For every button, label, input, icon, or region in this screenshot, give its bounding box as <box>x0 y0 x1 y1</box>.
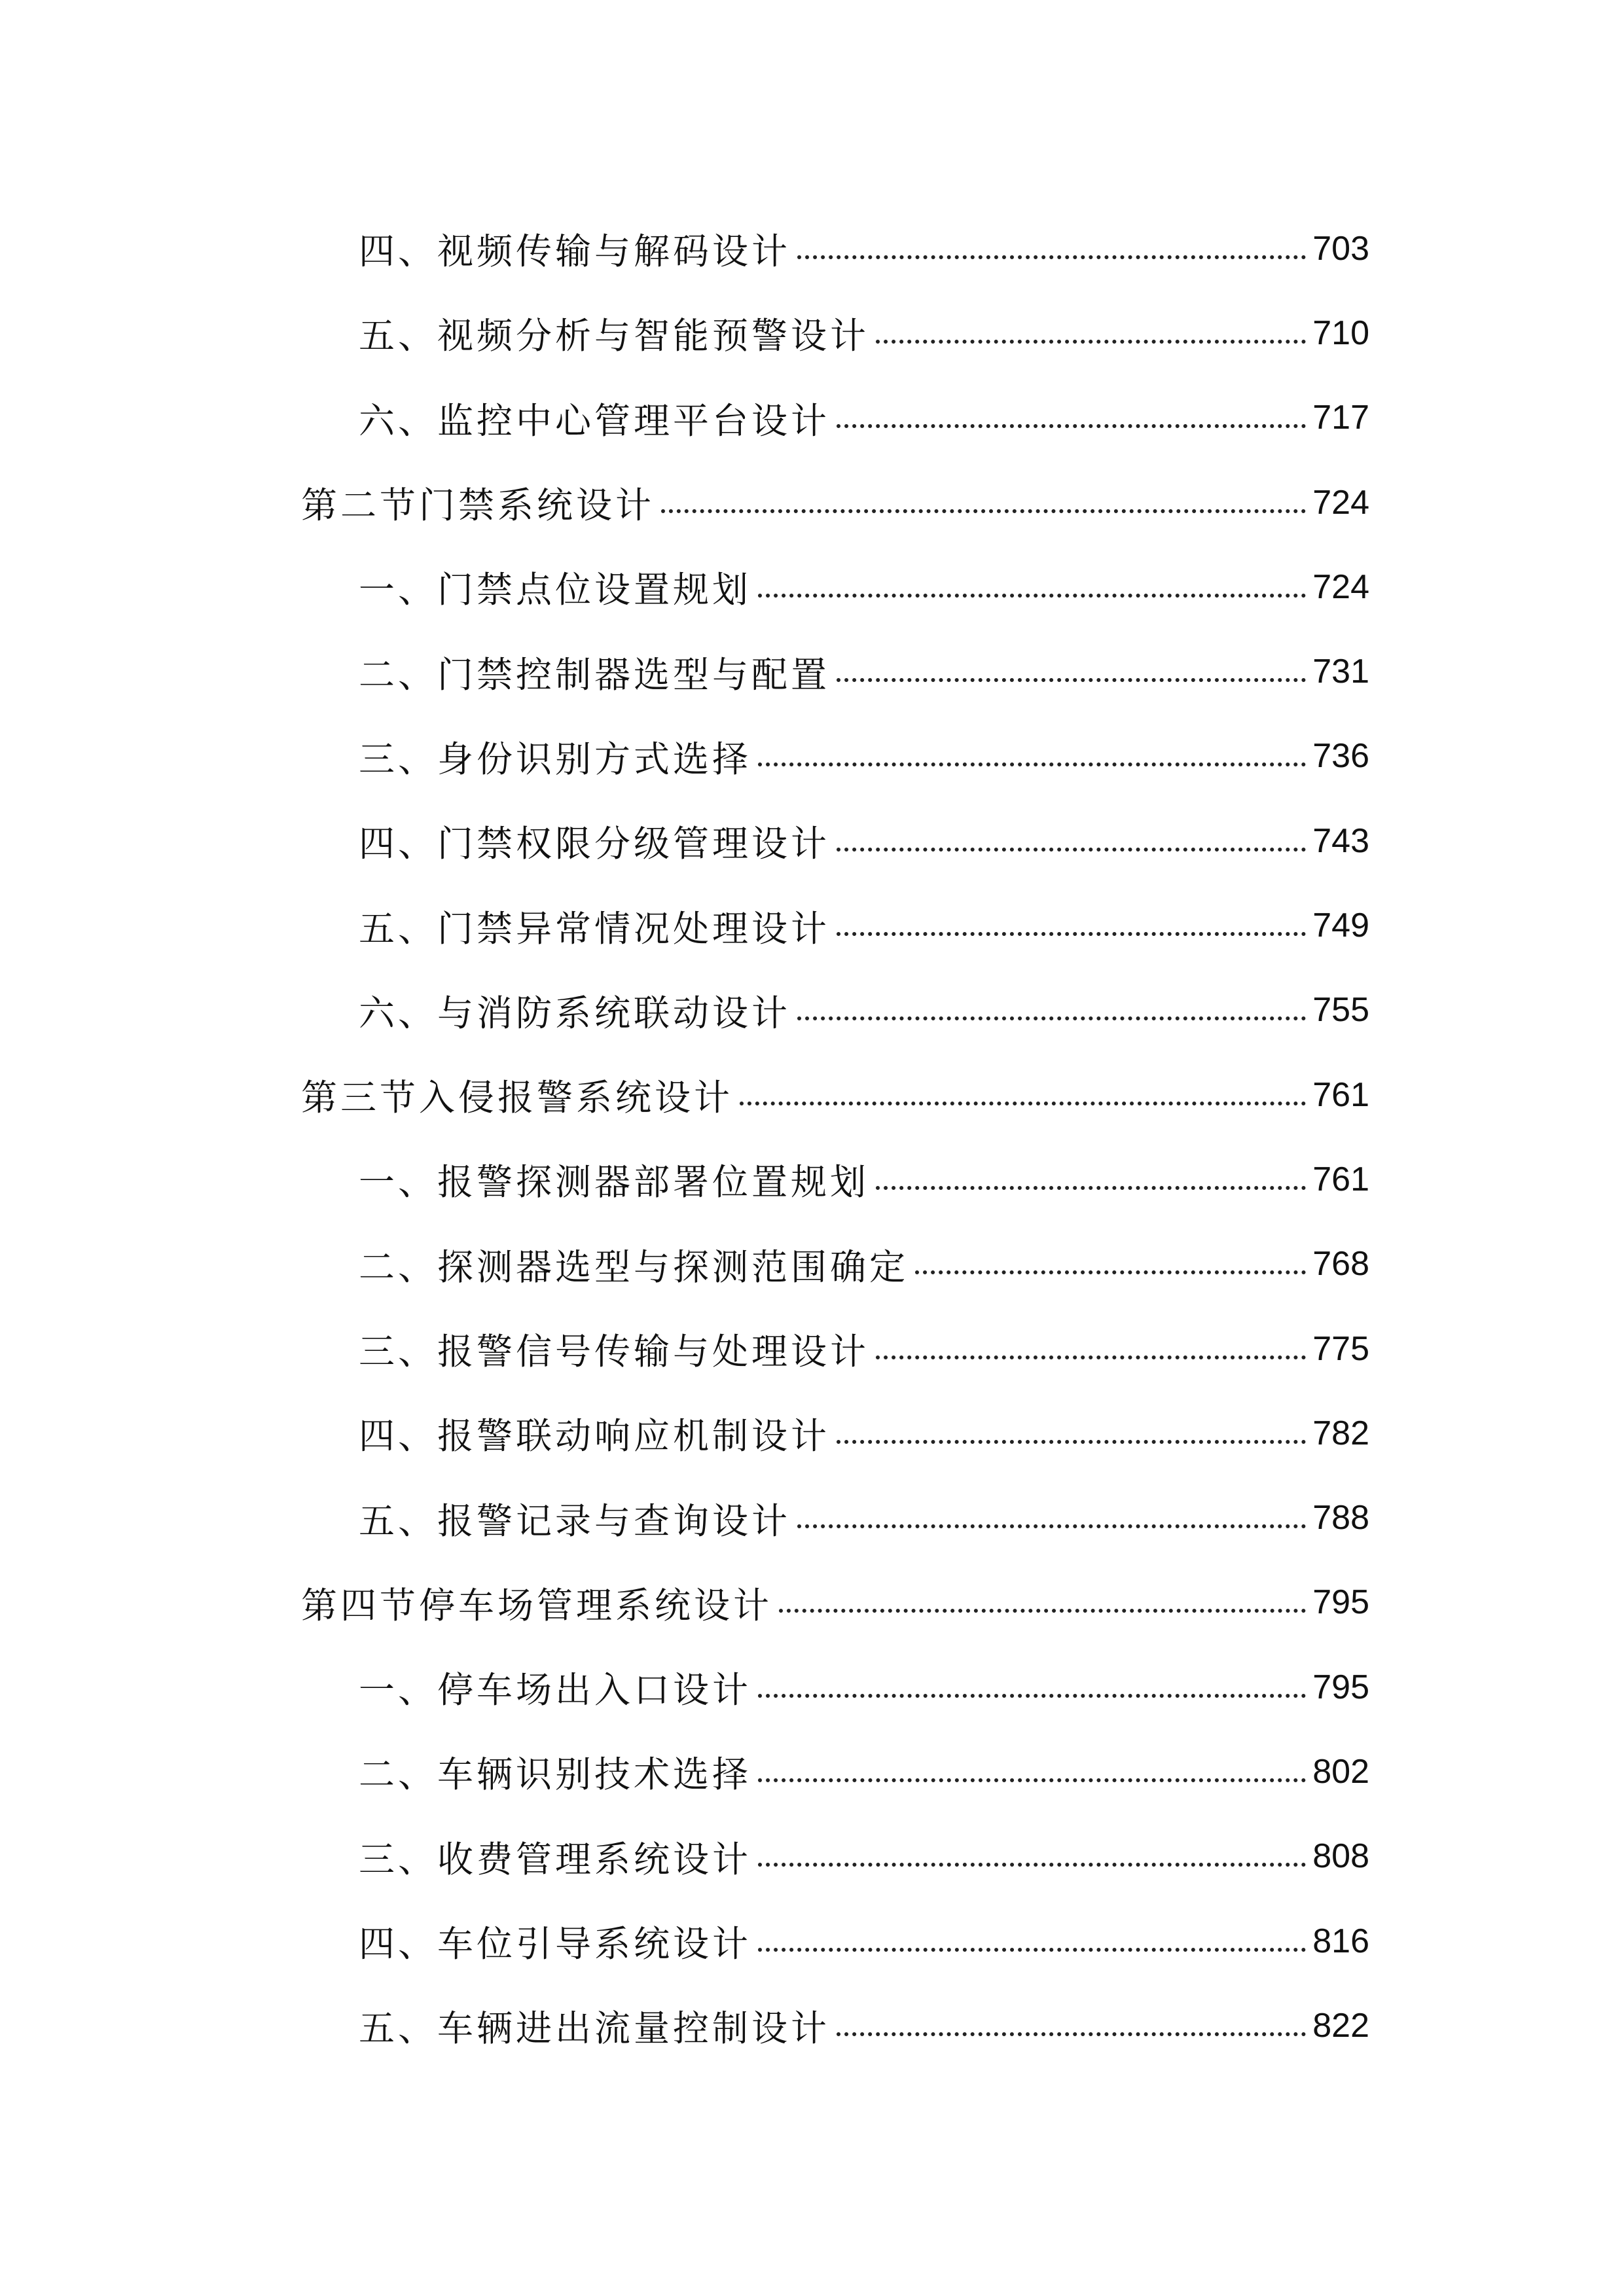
toc-dot-leader <box>837 2032 1306 2036</box>
toc-dot-leader <box>837 424 1306 428</box>
toc-dot-leader <box>758 594 1306 598</box>
toc-entry[interactable] <box>0 376 1624 460</box>
toc-page-number: 795 <box>1312 1668 1369 1706</box>
toc-entry[interactable] <box>0 968 1624 1052</box>
toc-dot-leader <box>758 1948 1306 1952</box>
toc-entry-title: 四、报警联动响应机制设计 <box>359 1415 831 1458</box>
toc-page-number: 802 <box>1312 1752 1369 1791</box>
toc-dot-leader <box>758 1863 1306 1867</box>
toc-entry[interactable] <box>0 1222 1624 1306</box>
toc-dot-leader <box>876 1355 1306 1359</box>
toc-page-number: 710 <box>1312 314 1369 352</box>
toc-entry[interactable] <box>0 1306 1624 1391</box>
toc-dot-leader <box>915 1270 1306 1274</box>
toc-dot-leader <box>797 255 1306 259</box>
toc-page-number: 768 <box>1312 1245 1369 1283</box>
toc-entry[interactable] <box>0 1814 1624 1899</box>
toc-entry-title: 四、门禁权限分级管理设计 <box>359 823 831 865</box>
toc-dot-leader <box>758 1694 1306 1698</box>
toc-dot-leader <box>837 848 1306 852</box>
toc-page-number: 724 <box>1312 567 1369 606</box>
toc-entry-title: 三、报警信号传输与处理设计 <box>359 1331 870 1372</box>
toc-page-number: 761 <box>1312 1075 1369 1114</box>
toc-page-number: 795 <box>1312 1583 1369 1622</box>
toc-page-number: 822 <box>1312 2006 1369 2045</box>
toc-entry[interactable] <box>0 1983 1624 2068</box>
toc-dot-leader <box>740 1102 1306 1105</box>
toc-entry[interactable] <box>0 1391 1624 1475</box>
toc-dot-leader <box>779 1609 1306 1613</box>
toc-entry[interactable] <box>0 798 1624 883</box>
toc-entry-title: 一、停车场出入口设计 <box>359 1669 752 1712</box>
toc-section-entry[interactable] <box>0 1560 1624 1645</box>
toc-page-number: 749 <box>1312 906 1369 945</box>
toc-entry[interactable] <box>0 1137 1624 1221</box>
toc-entry[interactable] <box>0 1645 1624 1729</box>
toc-entry-title: 六、监控中心管理平台设计 <box>359 399 831 442</box>
toc-page-number: 755 <box>1312 991 1369 1030</box>
toc-entry-title: 五、报警记录与查询设计 <box>359 1499 791 1542</box>
toc-section-title: 第三节入侵报警系统设计 <box>301 1077 734 1119</box>
toc-entry-title: 四、车位引导系统设计 <box>359 1923 752 1965</box>
toc-dot-leader <box>876 1186 1306 1190</box>
toc-section-title: 第四节停车场管理系统设计 <box>301 1584 773 1626</box>
toc-entry-title: 二、探测器选型与探测范围确定 <box>359 1246 909 1288</box>
toc-dot-leader <box>876 340 1306 344</box>
toc-page-number: 808 <box>1312 1837 1369 1876</box>
toc-entry-title: 三、收费管理系统设计 <box>359 1838 752 1880</box>
toc-dot-leader <box>837 932 1306 936</box>
toc-page-number: 736 <box>1312 737 1369 776</box>
toc-entry[interactable] <box>0 883 1624 967</box>
toc-page-number: 775 <box>1312 1329 1369 1368</box>
toc-entry[interactable] <box>0 206 1624 291</box>
toc-dot-leader <box>837 678 1306 682</box>
toc-section-entry[interactable] <box>0 460 1624 545</box>
toc-entry-title: 二、车辆识别技术选择 <box>359 1753 752 1796</box>
toc-section-entry[interactable] <box>0 1052 1624 1137</box>
toc-entry[interactable] <box>0 1899 1624 1983</box>
toc-page-number: 761 <box>1312 1160 1369 1198</box>
toc-entry-title: 六、与消防系统联动设计 <box>359 992 791 1034</box>
toc-entry[interactable] <box>0 1475 1624 1560</box>
toc-entry[interactable] <box>0 629 1624 713</box>
toc-page-number: 743 <box>1312 821 1369 860</box>
toc-entry-title: 一、报警探测器部署位置规划 <box>359 1161 870 1204</box>
toc-entry-title: 三、身份识别方式选择 <box>359 738 752 780</box>
toc-page-number: 788 <box>1312 1499 1369 1537</box>
toc-entry[interactable] <box>0 714 1624 798</box>
toc-page-number: 703 <box>1312 229 1369 268</box>
toc-page-number: 731 <box>1312 653 1369 691</box>
toc-section-title: 第二节门禁系统设计 <box>301 484 655 527</box>
toc-entry-title: 四、视频传输与解码设计 <box>359 230 791 273</box>
toc-entry-title: 一、门禁点位设置规划 <box>359 569 752 611</box>
toc-entry[interactable] <box>0 1729 1624 1814</box>
toc-dot-leader <box>797 1016 1306 1020</box>
toc-dot-leader <box>758 762 1306 766</box>
toc-page-number: 717 <box>1312 399 1369 437</box>
toc-entry-title: 五、视频分析与智能预警设计 <box>359 315 870 357</box>
toc-dot-leader <box>797 1524 1306 1528</box>
toc-entry-title: 五、车辆进出流量控制设计 <box>359 2007 831 2050</box>
toc-entry[interactable] <box>0 291 1624 375</box>
toc-page-number: 816 <box>1312 1922 1369 1960</box>
toc-dot-leader <box>837 1440 1306 1444</box>
table-of-contents <box>0 206 1624 2068</box>
toc-dot-leader <box>758 1778 1306 1782</box>
toc-page-number: 724 <box>1312 483 1369 522</box>
toc-entry-title: 二、门禁控制器选型与配置 <box>359 653 831 696</box>
toc-dot-leader <box>661 509 1306 513</box>
toc-entry[interactable] <box>0 545 1624 629</box>
toc-entry-title: 五、门禁异常情况处理设计 <box>359 907 831 950</box>
toc-page-number: 782 <box>1312 1414 1369 1452</box>
